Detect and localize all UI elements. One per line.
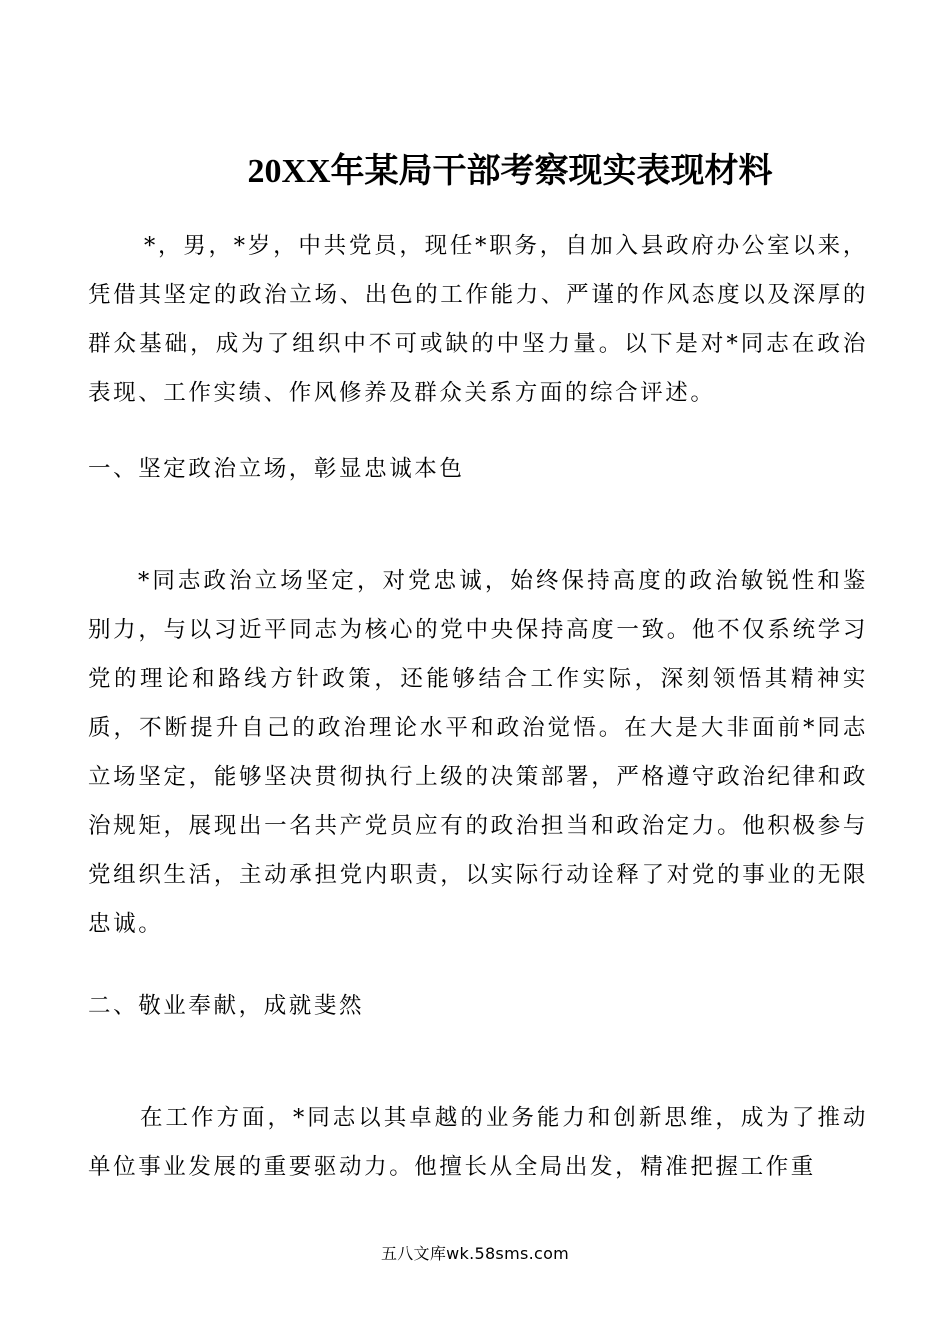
section-2-heading: 二、敬业奉献，成就斐然 <box>88 993 365 1019</box>
section-1-paragraph: *同志政治立场坚定，对党忠诚，始终保持高度的政治敏锐性和鉴别力，与以习近平同志为核心的党中央保持高度一致。他不仅系统学习党的理论和路线方针政策，还能够结合工作实际，深刻领悟其精神实质，不断提升自己的政治理论水平和政治觉悟。在大是大非面前*同志立场坚定，能够坚决贯彻执行上级的决策部署，严格遵守政治纪律和政治规矩，展现出一名共产党员应有的政治担当和政治定力。他积极参与党组织生活，主动承担党内职责，以实际行动诠释了对党的事业的无限忠诚。 <box>88 568 868 937</box>
document-title <box>0 148 950 196</box>
section-1-heading: 一、坚定政治立场，彰显忠诚本色 <box>88 456 465 482</box>
footer-watermark: 五八文库wk.58sms.com <box>380 1244 570 1263</box>
intro-paragraph: *，男，*岁，中共党员，现任*职务，自加入县政府办公室以来，凭借其坚定的政治立场、出色的工作能力、严谨的作风态度以及深厚的群众基础，成为了组织中不可或缺的中坚力量。以下是对*同志在政治表现、工作实绩、作风修养及群众关系方面的综合评述。 <box>88 233 868 406</box>
section-2-paragraph: 在工作方面，*同志以其卓越的业务能力和创新思维，成为了推动单位事业发展的重要驱动力。他擅长从全局出发，精准把握工作重 <box>88 1105 868 1180</box>
document-title-text: 20XX年某局干部考察现实表现材料 <box>247 153 773 190</box>
